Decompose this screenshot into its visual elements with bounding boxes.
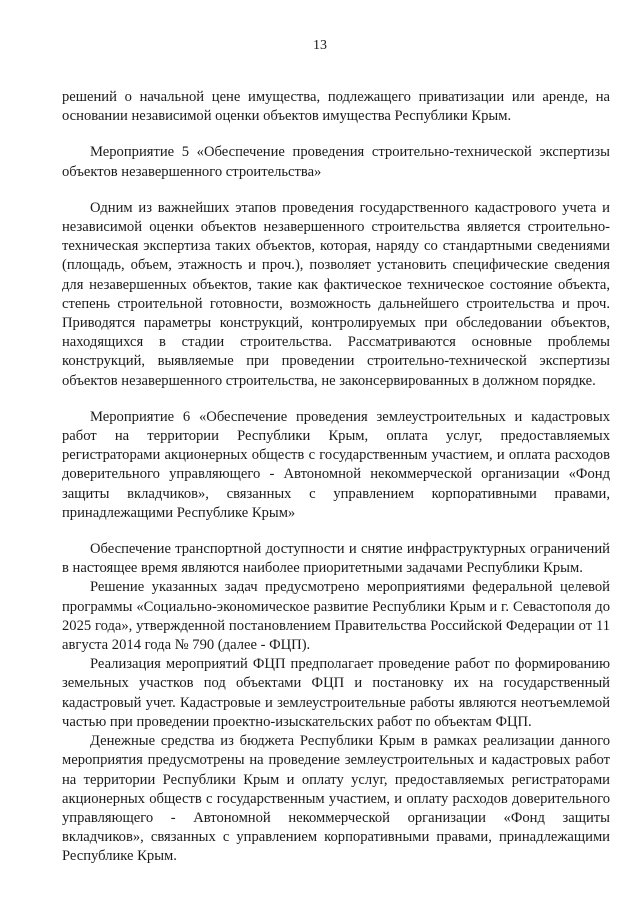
paragraph-continuation: решений о начальной цене имущества, подлежащего приватизации или аренде, на основании независимой оценки объектов имущества Республики Крым. [62,89,610,125]
spacer [62,182,610,199]
document-body [62,88,610,867]
spacer [62,523,610,540]
page-number: 13 [313,38,327,53]
spacer [62,391,610,408]
paragraph-expertise: Одним из важнейших этапов проведения государственного кадастрового учета и независимой оценки объектов незавершенного строительства является строительно-техническая экспертиза таких объектов, которая, наряду со стандартными сведениями (площадь, объем, этажность и проч.), позволяет установить специфические сведения для незавершенных объектов, такие как фактическое техническое состояние объекта, степень строительной готовности, возможность дальнейшего строительства и проч. Приводятся параметры конструкций, контролируемых при обследовании объектов, находящихся в стадии строительства. Рассматриваются основные проблемы конструкций, выявляемые при проведении строительно-технической экспертизы объектов незавершенного строительства, не законсервированных в должном порядке. [62,199,610,389]
paragraph-fcp-implementation: Реализация мероприятий ФЦП предполагает проведение работ по формированию земельных участков под объектами ФЦП и постановку их на государственный кадастровый учет. Кадастровые и землеустроительные работы являются неотъемлемой частью при проведении проектно-изыскательских работ по объектам ФЦП. [62,656,610,730]
paragraph-transport: Обеспечение транспортной доступности и снятие инфраструктурных ограничений в настоящее время являются наиболее приоритетными задачами Республики Крым. [62,541,610,577]
paragraph-budget-funds: Денежные средства из бюджета Республики Крым в рамках реализации данного мероприятия предусмотрены на проведение землеустроительных и кадастровых работ на территории Республики Крым и оплату услуг, предоставляемых регистраторами акционерных обществ с государственным участием, и оплату расходов доверительного управляющего - Автономной некоммерческой организации «Фонд защиты вкладчиков», связанных с управлением корпоративными правами, принадлежащими Республике Крым. [62,733,610,865]
spacer [62,126,610,143]
heading-measure-5: Мероприятие 5 «Обеспечение проведения строительно-технической экспертизы объектов незавершенного строительства» [62,144,610,180]
paragraph-fcp-program: Решение указанных задач предусмотрено мероприятиями федеральной целевой программы «Социально-экономическое развитие Республики Крым и г. Севастополя до 2025 года», утвержденной постановлением Правительства Российской Федерации от 11 августа 2014 года № 790 (далее - ФЦП). [62,579,610,654]
heading-measure-6: Мероприятие 6 «Обеспечение проведения землеустроительных и кадастровых работ на территории Республики Крым, оплата услуг, предоставляемых регистраторами акционерных обществ с государственным участием, и оплата расходов доверительного управляющего - Автономной некоммерческой организации «Фонд защиты вкладчиков», связанных с управлением корпоративными правами, принадлежащими Республике Крым» [62,408,610,521]
